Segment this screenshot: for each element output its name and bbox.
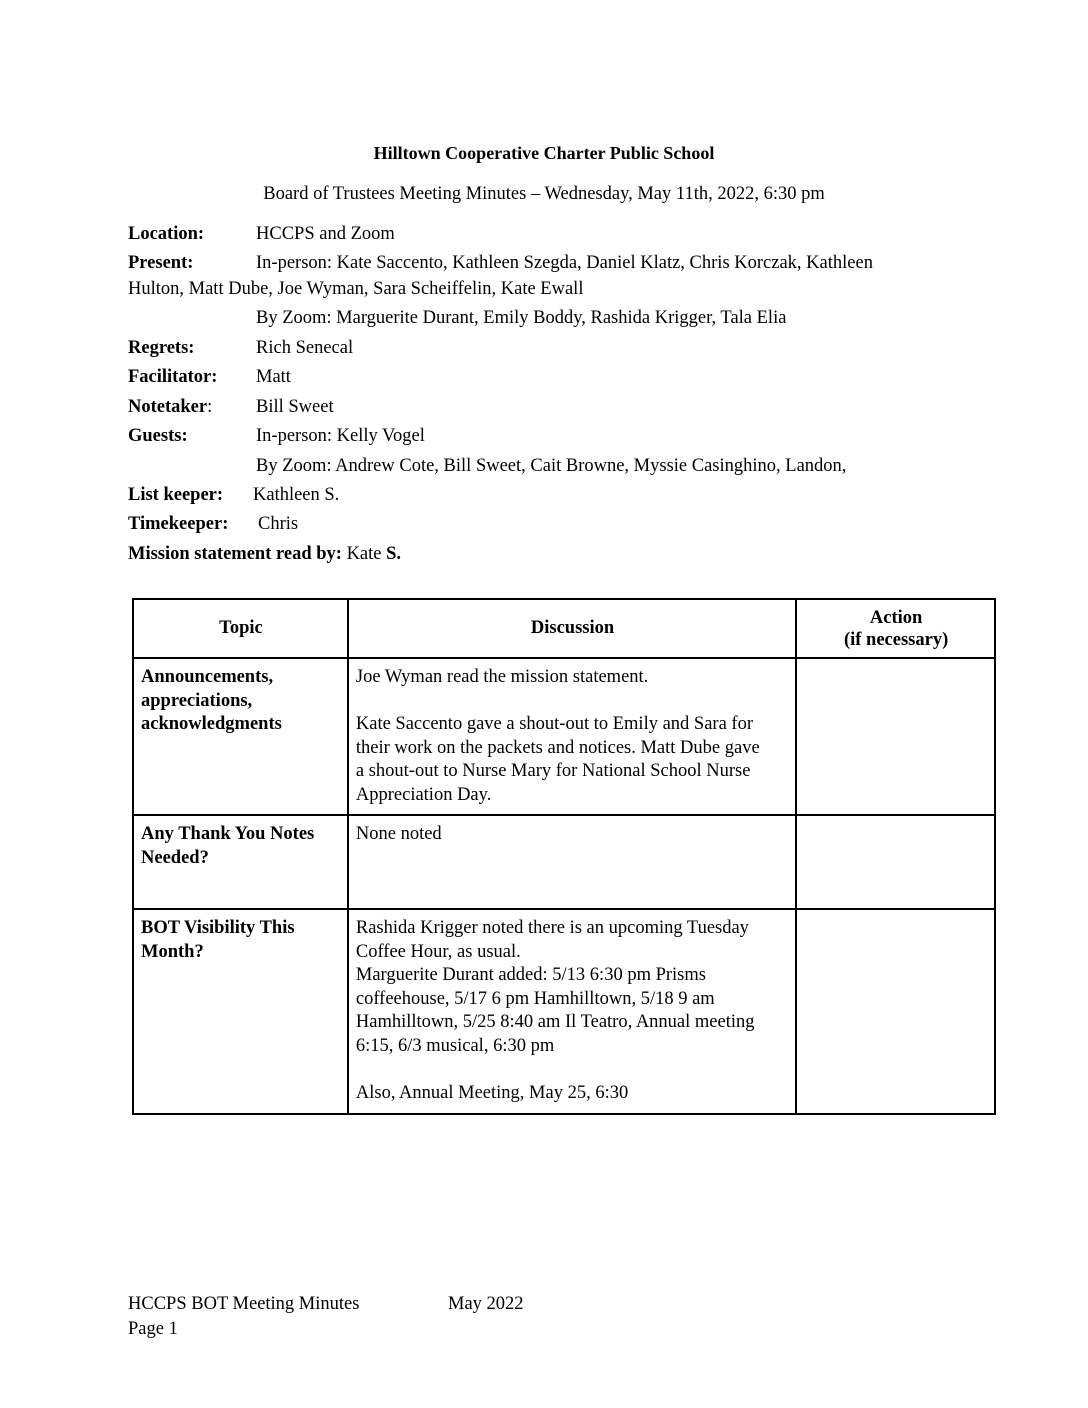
header-discussion: Discussion bbox=[348, 599, 796, 658]
facilitator-label: Facilitator: bbox=[128, 367, 218, 387]
footer-page: Page 1 bbox=[128, 1319, 178, 1339]
timekeeper-value: Chris bbox=[258, 514, 299, 534]
topic-line: BOT Visibility This bbox=[141, 918, 295, 938]
facilitator-value: Matt bbox=[256, 367, 291, 387]
present-zoom: By Zoom: Marguerite Durant, Emily Boddy, Rashida Krigger, Tala Elia bbox=[256, 308, 787, 328]
present-inperson-line2: Hulton, Matt Dube, Joe Wyman, Sara Scheiffelin, Kate Ewall bbox=[128, 279, 584, 299]
discussion-line: a shout-out to Nurse Mary for National School Nurse bbox=[355, 761, 751, 781]
location-row bbox=[128, 224, 395, 245]
header-action bbox=[796, 599, 995, 658]
mission-row bbox=[128, 544, 401, 565]
discussion-line: their work on the packets and notices. Matt Dube gave bbox=[355, 737, 760, 758]
minutes-table bbox=[132, 598, 996, 1115]
topic-cell bbox=[133, 909, 348, 1114]
regrets-row bbox=[128, 338, 354, 359]
discussion-line: Also, Annual Meeting, May 25, 6:30 bbox=[355, 1082, 629, 1103]
discussion-line: 6:15, 6/3 musical, 6:30 pm bbox=[355, 1035, 555, 1056]
discussion-line: Hamhilltown, 5/25 8:40 am Il Teatro, Annual meeting bbox=[355, 1012, 755, 1032]
document-subtitle: Board of Trustees Meeting Minutes – Wednesday, May 11th, 2022, 6:30 pm bbox=[263, 184, 825, 204]
footer-doc-name: HCCPS BOT Meeting Minutes bbox=[128, 1294, 360, 1314]
topic-line: Any Thank You Notes bbox=[141, 824, 315, 844]
regrets-label: Regrets: bbox=[128, 338, 195, 358]
table-header-row bbox=[133, 599, 995, 658]
action-cell bbox=[796, 909, 995, 1114]
notetaker-row bbox=[128, 397, 334, 418]
table-row bbox=[133, 658, 995, 815]
discussion-cell bbox=[348, 909, 796, 1114]
header-action-line1: Action bbox=[869, 608, 923, 628]
table-row bbox=[133, 815, 995, 909]
action-cell bbox=[796, 658, 995, 815]
listkeeper-row bbox=[128, 485, 340, 506]
discussion-line: Coffee Hour, as usual. bbox=[355, 941, 521, 962]
notetaker-value: Bill Sweet bbox=[256, 397, 334, 417]
topic-line: Announcements, bbox=[141, 667, 274, 687]
listkeeper-label: List keeper: bbox=[128, 485, 224, 505]
discussion-cell bbox=[348, 815, 796, 909]
timekeeper-label: Timekeeper: bbox=[128, 514, 229, 534]
guests-label: Guests: bbox=[128, 426, 188, 446]
timekeeper-row bbox=[128, 514, 299, 535]
present-inperson-line1: In-person: Kate Saccento, Kathleen Szegda, Daniel Klatz, Chris Korczak, Kathleen bbox=[256, 253, 873, 273]
discussion-line: coffeehouse, 5/17 6 pm Hamhilltown, 5/18 9 am bbox=[355, 988, 715, 1009]
header-topic: Topic bbox=[133, 599, 348, 658]
topic-line: Month? bbox=[141, 941, 204, 962]
discussion-line bbox=[356, 690, 789, 714]
discussion-cell bbox=[348, 658, 796, 815]
discussion-line: None noted bbox=[355, 824, 442, 844]
topic-line: Needed? bbox=[141, 847, 209, 868]
table-row bbox=[133, 909, 995, 1114]
discussion-line: Kate Saccento gave a shout-out to Emily and Sara for bbox=[355, 714, 753, 734]
present-row bbox=[128, 253, 873, 274]
mission-reader-name: Kate bbox=[346, 544, 382, 564]
topic-line: appreciations, bbox=[141, 690, 253, 711]
discussion-line: Joe Wyman read the mission statement. bbox=[355, 667, 649, 687]
discussion-line: Marguerite Durant added: 5/13 6:30 pm Prisms bbox=[355, 965, 706, 985]
document-title: Hilltown Cooperative Charter Public School bbox=[373, 143, 715, 163]
facilitator-row bbox=[128, 367, 291, 388]
discussion-line: Appreciation Day. bbox=[355, 784, 492, 805]
guests-row bbox=[128, 426, 425, 447]
listkeeper-value: Kathleen S. bbox=[253, 485, 340, 505]
regrets-value: Rich Senecal bbox=[256, 338, 354, 358]
discussion-line: Rashida Krigger noted there is an upcoming Tuesday bbox=[355, 918, 749, 938]
guests-inperson: In-person: Kelly Vogel bbox=[256, 426, 425, 446]
notetaker-label: Notetaker bbox=[128, 397, 208, 417]
present-label: Present: bbox=[128, 253, 194, 273]
header-action-line2: (if necessary) bbox=[843, 630, 949, 650]
location-label: Location: bbox=[128, 224, 205, 244]
guests-zoom: By Zoom: Andrew Cote, Bill Sweet, Cait Browne, Myssie Casinghino, Landon, bbox=[256, 456, 847, 476]
mission-label: Mission statement read by: bbox=[128, 544, 342, 564]
topic-cell bbox=[133, 658, 348, 815]
mission-reader-initial: S. bbox=[386, 544, 402, 564]
location-value: HCCPS and Zoom bbox=[256, 224, 395, 244]
notetaker-colon: : bbox=[207, 397, 213, 417]
topic-cell bbox=[133, 815, 348, 909]
topic-line: acknowledgments bbox=[141, 714, 282, 734]
action-cell bbox=[796, 815, 995, 909]
footer-date: May 2022 bbox=[448, 1294, 524, 1314]
discussion-line bbox=[356, 1058, 789, 1082]
